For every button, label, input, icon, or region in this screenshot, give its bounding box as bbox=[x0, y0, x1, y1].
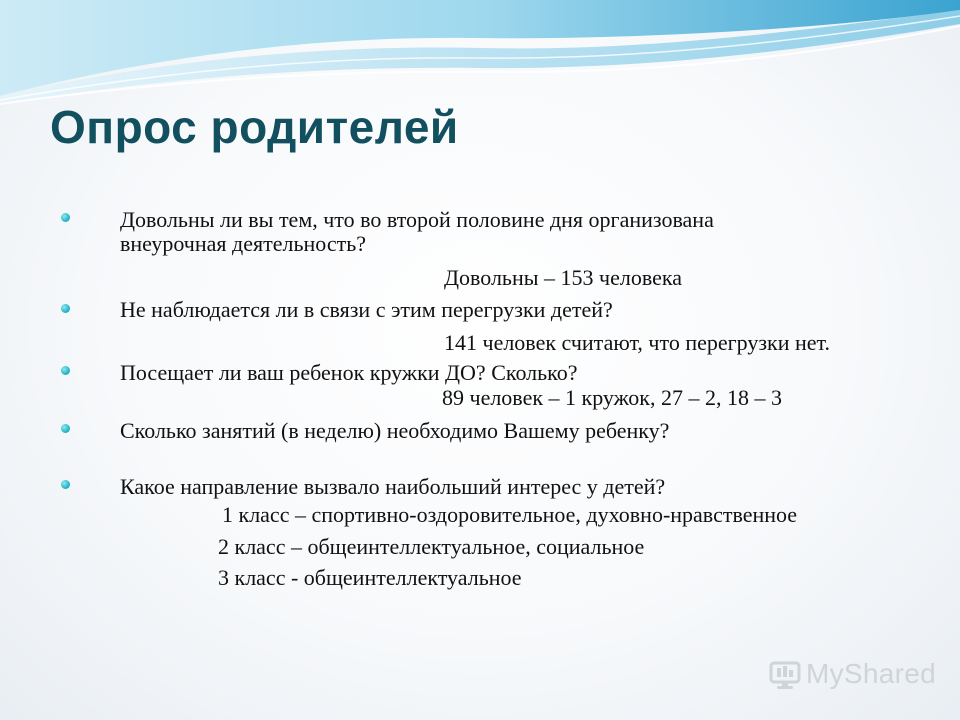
bullet-5-icon bbox=[61, 480, 70, 489]
myshared-watermark bbox=[768, 656, 936, 692]
question-5: Какое направление вызвало наибольший интерес у детей? bbox=[120, 474, 666, 499]
bullet-3-icon bbox=[61, 366, 70, 375]
answer-3: 89 человек – 1 кружок, 27 – 2, 18 – 3 bbox=[442, 385, 782, 410]
answer-1: Довольны – 153 человека bbox=[444, 265, 682, 290]
slide-title: Опрос родителей bbox=[50, 101, 459, 153]
question-3: Посещает ли ваш ребенок кружки ДО? Сколько? bbox=[120, 360, 578, 385]
myshared-logo-text: MyShared bbox=[806, 658, 937, 689]
bullet-1-icon bbox=[61, 213, 70, 222]
question-1-line-1: Довольны ли вы тем, что во второй половине дня организована bbox=[120, 207, 714, 232]
bullet-2-icon bbox=[61, 304, 70, 313]
answer-2: 141 человек считают, что перегрузки нет. bbox=[444, 330, 831, 355]
answer-5-grade-1: 1 класс – спортивно-оздоровительное, духовно-нравственное bbox=[222, 502, 798, 527]
answer-5-grade-3: 3 класс - общеинтеллектуальное bbox=[218, 565, 522, 590]
bullet-4-icon bbox=[61, 424, 70, 433]
answer-5-grade-2: 2 класс – общеинтеллектуальное, социальное bbox=[218, 534, 645, 559]
question-2: Не наблюдается ли в связи с этим перегрузки детей? bbox=[120, 297, 613, 322]
question-4: Сколько занятий (в неделю) необходимо Вашему ребенку? bbox=[120, 418, 670, 443]
question-1-line-2: внеурочная деятельность? bbox=[120, 231, 366, 256]
myshared-logo-icon bbox=[768, 657, 802, 691]
